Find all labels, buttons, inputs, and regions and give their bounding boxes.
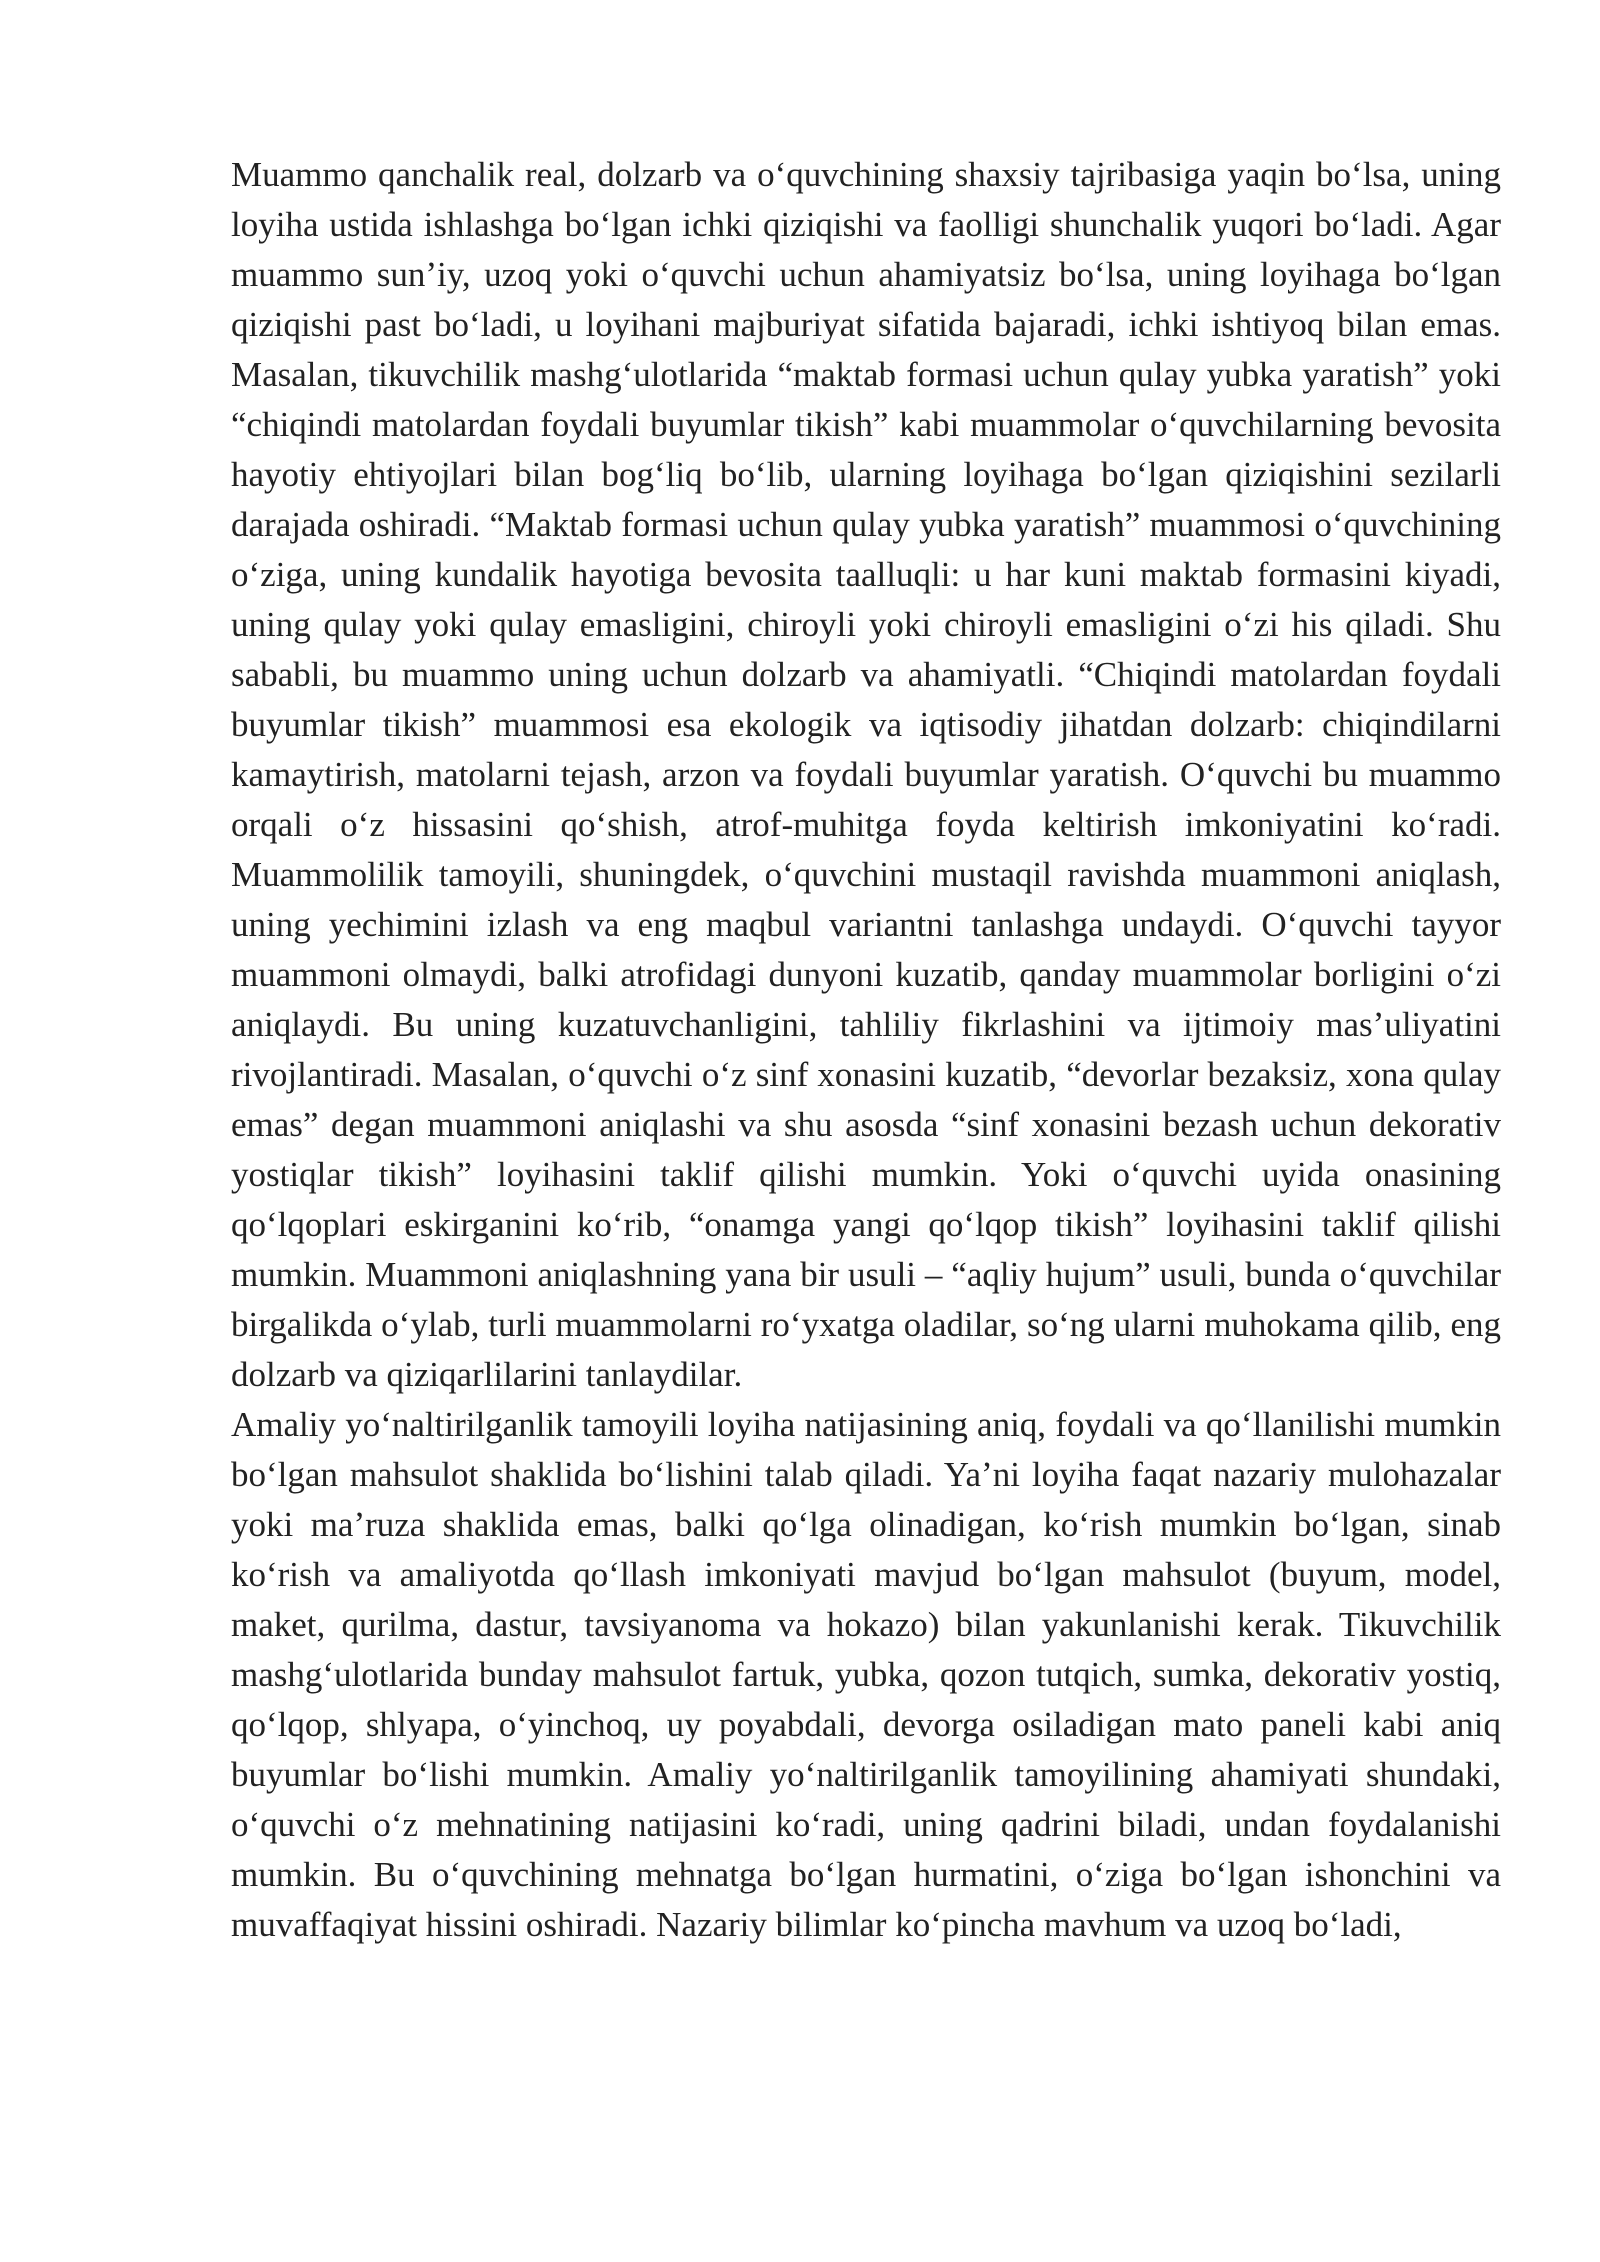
paragraph-2: Amaliy yoʻnaltirilganlik tamoyili loyiha natijasining aniq, foydali va qoʻllanilishi mumkin boʻlgan mahsulot shaklida boʻlishini talab qiladi. Yaʼni loyiha faqat nazariy mulohazalar yoki maʼruza shaklida emas, balki qoʻlga olinadigan, koʻrish mumkin boʻlgan, sinab koʻrish va amaliyotda qoʻllash imkoniyati mavjud boʻlgan mahsulot (buyum, model, maket, qurilma, dastur, tavsiyanoma va hokazo) bilan yakunlanishi kerak. Tikuvchilik mashgʻulotlarida bunday mahsulot fartuk, yubka, qozon tutqich, sumka, dekorativ yostiq, qoʻlqop, shlyapa, oʻyinchoq, uy poyabdali, devorga osiladigan mato paneli kabi aniq buyumlar boʻlishi mumkin. Amaliy yoʻnaltirilganlik tamoyilining ahamiyati shundaki, oʻquvchi oʻz mehnatining natijasini koʻradi, uning qadrini biladi, undan foydalanishi mumkin. Bu oʻquvchining mehnatga boʻlgan hurmatini, oʻziga boʻlgan ishonchini va muvaffaqiyat hissini oshiradi. Nazariy bilimlar koʻpincha mavhum va uzoq boʻladi,: [231, 1405, 1501, 1944]
body-text: [231, 150, 1501, 1950]
paragraph-1: Muammo qanchalik real, dolzarb va oʻquvchining shaxsiy tajribasiga yaqin boʻlsa, uning loyiha ustida ishlashga boʻlgan ichki qiziqishi va faolligi shunchalik yuqori boʻladi. Agar muammo sunʼiy, uzoq yoki oʻquvchi uchun ahamiyatsiz boʻlsa, uning loyihaga boʻlgan qiziqishi past boʻladi, u loyihani majburiyat sifatida bajaradi, ichki ishtiyoq bilan emas. Masalan, tikuvchilik mashgʻulotlarida “maktab formasi uchun qulay yubka yaratish” yoki “chiqindi matolardan foydali buyumlar tikish” kabi muammolar oʻquvchilarning bevosita hayotiy ehtiyojlari bilan bogʻliq boʻlib, ularning loyihaga boʻlgan qiziqishini sezilarli darajada oshiradi. “Maktab formasi uchun qulay yubka yaratish” muammosi oʻquvchining oʻziga, uning kundalik hayotiga bevosita taalluqli: u har kuni maktab formasini kiyadi, uning qulay yoki qulay emasligini, chiroyli yoki chiroyli emasligini oʻzi his qiladi. Shu sababli, bu muammo uning uchun dolzarb va ahamiyatli. “Chiqindi matolardan foydali buyumlar tikish” muammosi esa ekologik va iqtisodiy jihatdan dolzarb: chiqindilarni kamaytirish, matolarni tejash, arzon va foydali buyumlar yaratish. Oʻquvchi bu muammo orqali oʻz hissasini qoʻshish, atrof-muhitga foyda keltirish imkoniyatini koʻradi. Muammolilik tamoyili, shuningdek, oʻquvchini mustaqil ravishda muammoni aniqlash, uning yechimini izlash va eng maqbul variantni tanlashga undaydi. Oʻquvchi tayyor muammoni olmaydi, balki atrofidagi dunyoni kuzatib, qanday muammolar borligini oʻzi aniqlaydi. Bu uning kuzatuvchanligini, tahliliy fikrlashini va ijtimoiy masʼuliyatini rivojlantiradi. Masalan, oʻquvchi oʻz sinf xonasini kuzatib, “devorlar bezaksiz, xona qulay emas” degan muammoni aniqlashi va shu asosda “sinf xonasini bezash uchun dekorativ yostiqlar tikish” loyihasini taklif qilishi mumkin. Yoki oʻquvchi uyida onasining qoʻlqoplari eskirganini koʻrib, “onamga yangi qoʻlqop tikish” loyihasini taklif qilishi mumkin. Muammoni aniqlashning yana bir usuli – “aqliy hujum” usuli, bunda oʻquvchilar birgalikda oʻylab, turli muammolarni roʻyxatga oladilar, soʻng ularni muhokama qilib, eng dolzarb va qiziqarlilarini tanlaydilar.: [231, 155, 1501, 1394]
